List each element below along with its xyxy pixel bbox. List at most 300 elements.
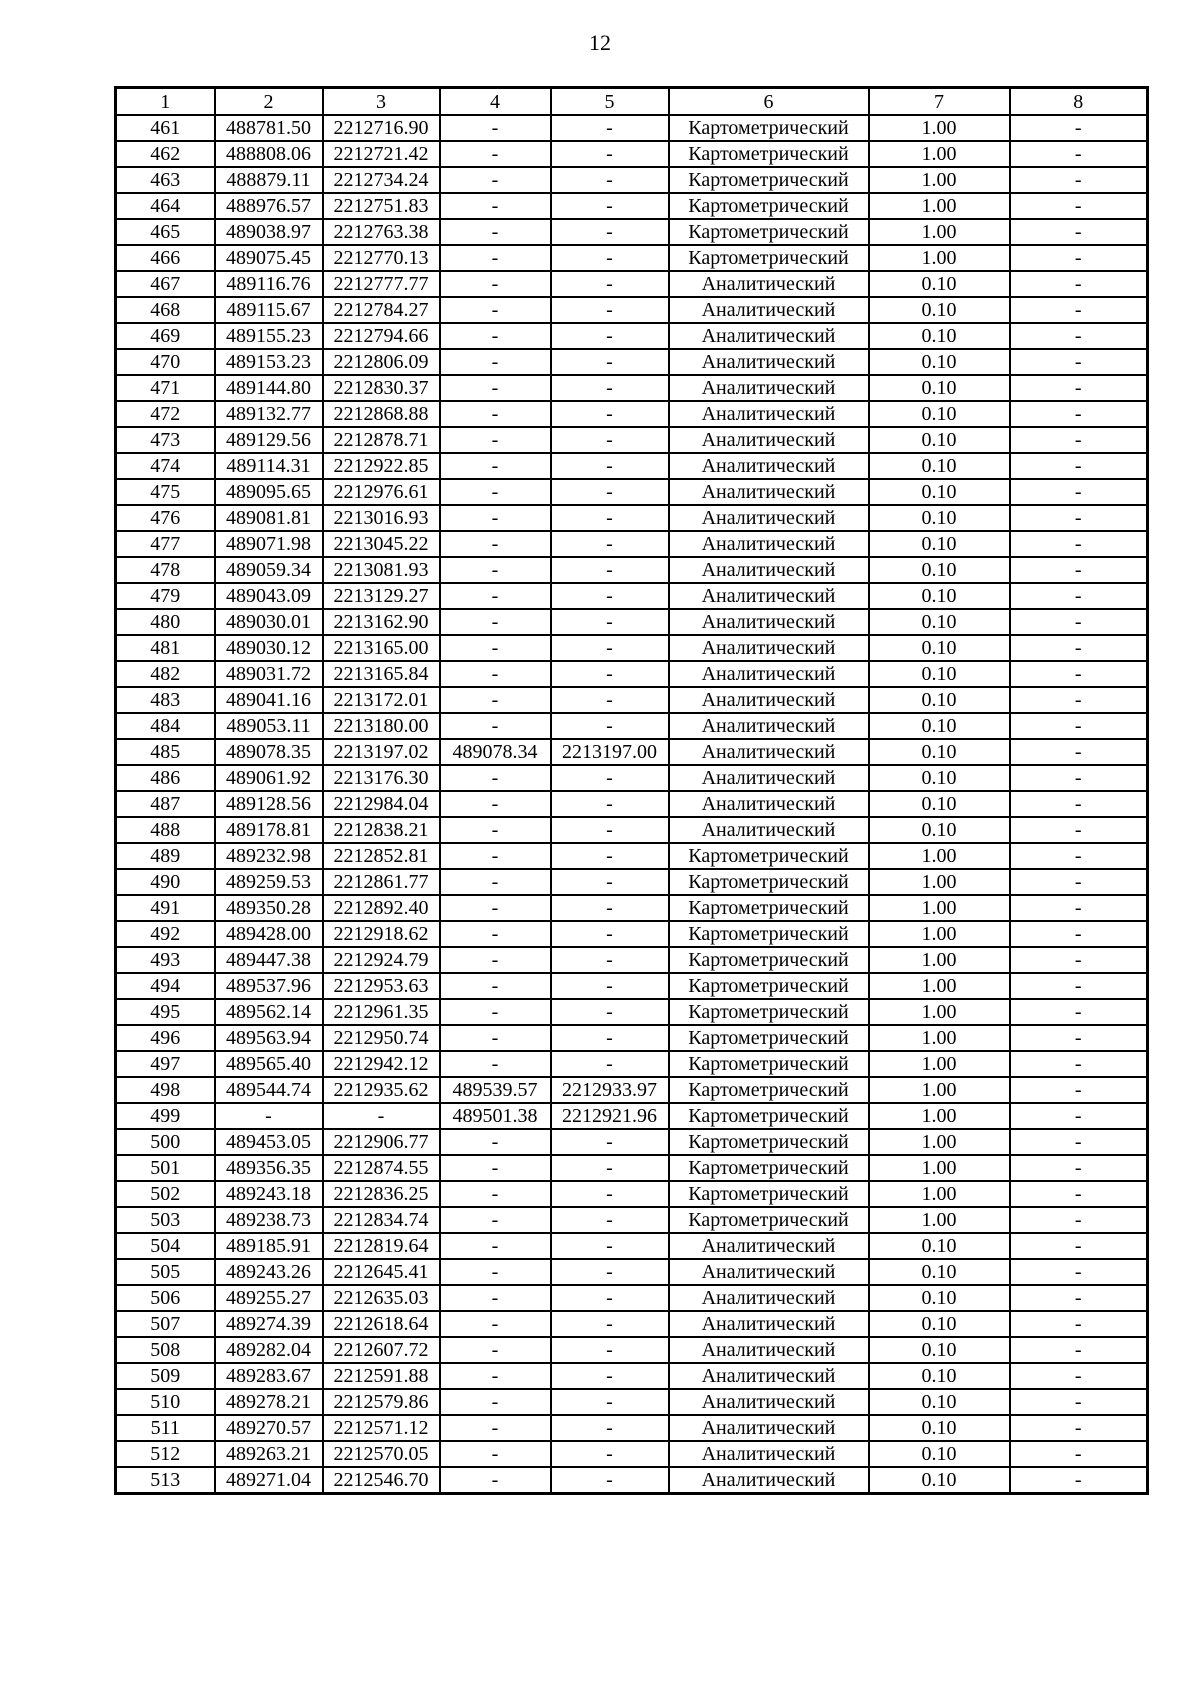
column-header: 8 [1010,88,1148,116]
x-new-cell: - [440,999,551,1025]
y-new-cell: - [551,947,669,973]
x-coordinate-cell: 489271.04 [215,1467,323,1494]
table-row [116,661,1148,687]
x-coordinate-cell: 489356.35 [215,1155,323,1181]
accuracy-cell: 0.10 [869,271,1010,297]
point-number-cell: 496 [116,1025,215,1051]
note-cell: - [1010,921,1148,947]
y-new-cell: - [551,791,669,817]
point-number-cell: 505 [116,1259,215,1285]
accuracy-cell: 0.10 [869,1415,1010,1441]
y-coordinate-cell: 2212953.63 [323,973,440,999]
accuracy-cell: 0.10 [869,427,1010,453]
x-new-cell: - [440,947,551,973]
table-row [116,921,1148,947]
x-new-cell: 489501.38 [440,1103,551,1129]
table-row [116,1129,1148,1155]
method-cell: Картометрический [669,141,869,167]
y-new-cell: - [551,999,669,1025]
column-header: 5 [551,88,669,116]
y-coordinate-cell: 2212834.74 [323,1207,440,1233]
y-new-cell: - [551,635,669,661]
y-coordinate-cell: 2213081.93 [323,557,440,583]
y-coordinate-cell: 2213165.00 [323,635,440,661]
x-coordinate-cell: 489563.94 [215,1025,323,1051]
method-cell: Картометрический [669,1129,869,1155]
y-new-cell: - [551,895,669,921]
y-coordinate-cell: 2212836.25 [323,1181,440,1207]
table-row [116,1233,1148,1259]
x-new-cell: - [440,479,551,505]
method-cell: Аналитический [669,1415,869,1441]
note-cell: - [1010,531,1148,557]
note-cell: - [1010,479,1148,505]
y-coordinate-cell: 2212571.12 [323,1415,440,1441]
note-cell: - [1010,557,1148,583]
method-cell: Аналитический [669,1233,869,1259]
y-coordinate-cell: 2212794.66 [323,323,440,349]
point-number-cell: 477 [116,531,215,557]
table-row [116,167,1148,193]
method-cell: Картометрический [669,921,869,947]
x-new-cell: 489078.34 [440,739,551,765]
x-coordinate-cell: 489259.53 [215,869,323,895]
page-number: 12 [589,30,611,55]
x-new-cell: - [440,505,551,531]
method-cell: Аналитический [669,1441,869,1467]
y-new-cell: - [551,1155,669,1181]
y-coordinate-cell: 2212721.42 [323,141,440,167]
x-new-cell: - [440,843,551,869]
y-new-cell: - [551,1311,669,1337]
x-new-cell: - [440,193,551,219]
table-row [116,1311,1148,1337]
point-number-cell: 486 [116,765,215,791]
note-cell: - [1010,869,1148,895]
y-coordinate-cell: 2213016.93 [323,505,440,531]
table-row [116,765,1148,791]
note-cell: - [1010,947,1148,973]
accuracy-cell: 0.10 [869,323,1010,349]
x-new-cell: - [440,1311,551,1337]
x-coordinate-cell: 488976.57 [215,193,323,219]
point-number-cell: 508 [116,1337,215,1363]
y-coordinate-cell: 2213176.30 [323,765,440,791]
x-coordinate-cell: 489075.45 [215,245,323,271]
accuracy-cell: 0.10 [869,739,1010,765]
accuracy-cell: 1.00 [869,895,1010,921]
accuracy-cell: 0.10 [869,1441,1010,1467]
column-header: 6 [669,88,869,116]
y-coordinate-cell: 2213172.01 [323,687,440,713]
y-coordinate-cell: 2213180.00 [323,713,440,739]
x-new-cell: - [440,635,551,661]
y-new-cell: - [551,167,669,193]
x-new-cell: - [440,1337,551,1363]
point-number-cell: 509 [116,1363,215,1389]
x-coordinate-cell: 489278.21 [215,1389,323,1415]
y-coordinate-cell: 2212570.05 [323,1441,440,1467]
accuracy-cell: 1.00 [869,1051,1010,1077]
accuracy-cell: 1.00 [869,193,1010,219]
accuracy-cell: 0.10 [869,349,1010,375]
point-number-cell: 491 [116,895,215,921]
x-new-cell: - [440,1467,551,1494]
y-coordinate-cell: 2212976.61 [323,479,440,505]
note-cell: - [1010,427,1148,453]
method-cell: Картометрический [669,245,869,271]
accuracy-cell: 1.00 [869,1207,1010,1233]
table-row [116,1441,1148,1467]
accuracy-cell: 1.00 [869,1129,1010,1155]
table-row [116,479,1148,505]
note-cell: - [1010,193,1148,219]
accuracy-cell: 0.10 [869,609,1010,635]
method-cell: Картометрический [669,1051,869,1077]
table-row [116,817,1148,843]
x-coordinate-cell: 489562.14 [215,999,323,1025]
note-cell: - [1010,1337,1148,1363]
table-header-row [116,88,1148,116]
point-number-cell: 506 [116,1285,215,1311]
accuracy-cell: 1.00 [869,245,1010,271]
column-header: 4 [440,88,551,116]
x-new-cell: - [440,245,551,271]
table-row [116,297,1148,323]
y-new-cell: - [551,869,669,895]
y-new-cell: - [551,531,669,557]
x-new-cell: - [440,1129,551,1155]
x-new-cell: - [440,141,551,167]
point-number-cell: 472 [116,401,215,427]
x-new-cell: - [440,115,551,141]
y-coordinate-cell: - [323,1103,440,1129]
table-row [116,1415,1148,1441]
y-new-cell: - [551,245,669,271]
x-new-cell: - [440,869,551,895]
note-cell: - [1010,687,1148,713]
y-new-cell: - [551,583,669,609]
table-row [116,401,1148,427]
x-new-cell: - [440,1155,551,1181]
accuracy-cell: 0.10 [869,505,1010,531]
x-coordinate-cell: 489270.57 [215,1415,323,1441]
x-coordinate-cell: 489030.12 [215,635,323,661]
point-number-cell: 503 [116,1207,215,1233]
x-coordinate-cell: 489255.27 [215,1285,323,1311]
accuracy-cell: 0.10 [869,791,1010,817]
note-cell: - [1010,1311,1148,1337]
x-new-cell: - [440,453,551,479]
note-cell: - [1010,1181,1148,1207]
x-coordinate-cell: 489153.23 [215,349,323,375]
method-cell: Аналитический [669,1311,869,1337]
method-cell: Аналитический [669,687,869,713]
note-cell: - [1010,1103,1148,1129]
y-new-cell: - [551,1415,669,1441]
note-cell: - [1010,349,1148,375]
x-new-cell: - [440,349,551,375]
x-coordinate-cell: 489031.72 [215,661,323,687]
x-new-cell: - [440,687,551,713]
table-row [116,375,1148,401]
point-number-cell: 468 [116,297,215,323]
x-coordinate-cell: 489115.67 [215,297,323,323]
note-cell: - [1010,999,1148,1025]
x-coordinate-cell: 489428.00 [215,921,323,947]
method-cell: Аналитический [669,739,869,765]
point-number-cell: 483 [116,687,215,713]
point-number-cell: 467 [116,271,215,297]
y-new-cell: - [551,687,669,713]
method-cell: Картометрический [669,999,869,1025]
accuracy-cell: 1.00 [869,973,1010,999]
note-cell: - [1010,1051,1148,1077]
accuracy-cell: 0.10 [869,1285,1010,1311]
table-row [116,895,1148,921]
x-coordinate-cell: 489565.40 [215,1051,323,1077]
x-coordinate-cell: 489178.81 [215,817,323,843]
y-coordinate-cell: 2212819.64 [323,1233,440,1259]
accuracy-cell: 1.00 [869,921,1010,947]
table-row [116,739,1148,765]
table-row [116,323,1148,349]
x-new-cell: - [440,1259,551,1285]
y-new-cell: - [551,323,669,349]
method-cell: Картометрический [669,1077,869,1103]
method-cell: Картометрический [669,895,869,921]
table-row [116,1389,1148,1415]
column-header: 1 [116,88,215,116]
y-new-cell: - [551,271,669,297]
x-new-cell: - [440,219,551,245]
note-cell: - [1010,323,1148,349]
note-cell: - [1010,1363,1148,1389]
y-new-cell: - [551,1285,669,1311]
y-new-cell: - [551,141,669,167]
point-number-cell: 490 [116,869,215,895]
accuracy-cell: 0.10 [869,1259,1010,1285]
y-coordinate-cell: 2212579.86 [323,1389,440,1415]
table-row [116,1285,1148,1311]
accuracy-cell: 0.10 [869,1233,1010,1259]
point-number-cell: 501 [116,1155,215,1181]
y-coordinate-cell: 2212942.12 [323,1051,440,1077]
note-cell: - [1010,1285,1148,1311]
method-cell: Аналитический [669,349,869,375]
y-new-cell: - [551,401,669,427]
x-new-cell: - [440,765,551,791]
method-cell: Картометрический [669,973,869,999]
x-new-cell: - [440,817,551,843]
table-row [116,271,1148,297]
table-row [116,427,1148,453]
note-cell: - [1010,739,1148,765]
x-new-cell: - [440,661,551,687]
table-body [116,115,1148,1494]
method-cell: Аналитический [669,817,869,843]
point-number-cell: 464 [116,193,215,219]
x-coordinate-cell: 489041.16 [215,687,323,713]
x-coordinate-cell: 489232.98 [215,843,323,869]
y-new-cell: 2212921.96 [551,1103,669,1129]
point-number-cell: 484 [116,713,215,739]
table-row [116,1467,1148,1494]
y-coordinate-cell: 2212618.64 [323,1311,440,1337]
x-new-cell: - [440,713,551,739]
note-cell: - [1010,661,1148,687]
note-cell: - [1010,245,1148,271]
table-row [116,609,1148,635]
x-coordinate-cell: 489038.97 [215,219,323,245]
y-coordinate-cell: 2213129.27 [323,583,440,609]
method-cell: Аналитический [669,1389,869,1415]
y-new-cell: - [551,557,669,583]
point-number-cell: 489 [116,843,215,869]
x-new-cell: - [440,1233,551,1259]
x-coordinate-cell: 489243.18 [215,1181,323,1207]
method-cell: Аналитический [669,531,869,557]
y-new-cell: - [551,1207,669,1233]
table-row [116,219,1148,245]
accuracy-cell: 1.00 [869,999,1010,1025]
x-new-cell: - [440,1025,551,1051]
x-coordinate-cell: 489081.81 [215,505,323,531]
x-new-cell: - [440,609,551,635]
method-cell: Аналитический [669,401,869,427]
point-number-cell: 504 [116,1233,215,1259]
accuracy-cell: 1.00 [869,1181,1010,1207]
x-coordinate-cell: 489263.21 [215,1441,323,1467]
y-new-cell: - [551,1181,669,1207]
x-coordinate-cell: 489243.26 [215,1259,323,1285]
table-row [116,531,1148,557]
accuracy-cell: 0.10 [869,635,1010,661]
note-cell: - [1010,843,1148,869]
x-coordinate-cell: 489061.92 [215,765,323,791]
note-cell: - [1010,271,1148,297]
y-coordinate-cell: 2212984.04 [323,791,440,817]
x-coordinate-cell: 488781.50 [215,115,323,141]
y-coordinate-cell: 2212546.70 [323,1467,440,1494]
x-new-cell: - [440,557,551,583]
note-cell: - [1010,1025,1148,1051]
table-row [116,1025,1148,1051]
note-cell: - [1010,1077,1148,1103]
accuracy-cell: 0.10 [869,557,1010,583]
y-new-cell: - [551,1441,669,1467]
y-new-cell: - [551,349,669,375]
x-coordinate-cell: 489144.80 [215,375,323,401]
point-number-cell: 485 [116,739,215,765]
y-coordinate-cell: 2212838.21 [323,817,440,843]
x-new-cell: - [440,271,551,297]
accuracy-cell: 1.00 [869,1103,1010,1129]
method-cell: Картометрический [669,115,869,141]
y-coordinate-cell: 2212878.71 [323,427,440,453]
note-cell: - [1010,141,1148,167]
x-coordinate-cell: 489071.98 [215,531,323,557]
x-new-cell: - [440,973,551,999]
point-number-cell: 510 [116,1389,215,1415]
point-number-cell: 474 [116,453,215,479]
table-row [116,947,1148,973]
y-new-cell: - [551,1129,669,1155]
y-new-cell: - [551,219,669,245]
note-cell: - [1010,505,1148,531]
accuracy-cell: 0.10 [869,375,1010,401]
x-coordinate-cell: 489544.74 [215,1077,323,1103]
note-cell: - [1010,1155,1148,1181]
point-number-cell: 502 [116,1181,215,1207]
table-row [116,1207,1148,1233]
point-number-cell: 478 [116,557,215,583]
table-row [116,791,1148,817]
point-number-cell: 513 [116,1467,215,1494]
note-cell: - [1010,609,1148,635]
accuracy-cell: 0.10 [869,531,1010,557]
x-coordinate-cell: 489059.34 [215,557,323,583]
column-header: 7 [869,88,1010,116]
y-coordinate-cell: 2212770.13 [323,245,440,271]
note-cell: - [1010,791,1148,817]
point-number-cell: 466 [116,245,215,271]
method-cell: Аналитический [669,1467,869,1494]
y-new-cell: - [551,1051,669,1077]
table-row [116,193,1148,219]
y-new-cell: 2213197.00 [551,739,669,765]
x-new-cell: - [440,1389,551,1415]
method-cell: Картометрический [669,1155,869,1181]
point-number-cell: 463 [116,167,215,193]
y-new-cell: - [551,817,669,843]
method-cell: Аналитический [669,453,869,479]
point-number-cell: 494 [116,973,215,999]
point-number-cell: 482 [116,661,215,687]
point-number-cell: 473 [116,427,215,453]
accuracy-cell: 0.10 [869,1311,1010,1337]
y-new-cell: - [551,843,669,869]
method-cell: Картометрический [669,1025,869,1051]
table-row [116,1077,1148,1103]
table-row [116,453,1148,479]
method-cell: Аналитический [669,271,869,297]
accuracy-cell: 1.00 [869,843,1010,869]
method-cell: Аналитический [669,505,869,531]
table-row [116,349,1148,375]
y-new-cell: - [551,1233,669,1259]
y-new-cell: - [551,193,669,219]
accuracy-cell: 1.00 [869,947,1010,973]
x-new-cell: - [440,531,551,557]
method-cell: Аналитический [669,713,869,739]
note-cell: - [1010,895,1148,921]
accuracy-cell: 1.00 [869,167,1010,193]
note-cell: - [1010,1467,1148,1494]
x-coordinate-cell: 489043.09 [215,583,323,609]
table-row [116,713,1148,739]
y-new-cell: - [551,1259,669,1285]
method-cell: Аналитический [669,791,869,817]
y-coordinate-cell: 2212924.79 [323,947,440,973]
method-cell: Аналитический [669,297,869,323]
x-new-cell: - [440,1415,551,1441]
table-row [116,1181,1148,1207]
table-row [116,843,1148,869]
method-cell: Картометрический [669,947,869,973]
table-row [116,973,1148,999]
accuracy-cell: 1.00 [869,219,1010,245]
